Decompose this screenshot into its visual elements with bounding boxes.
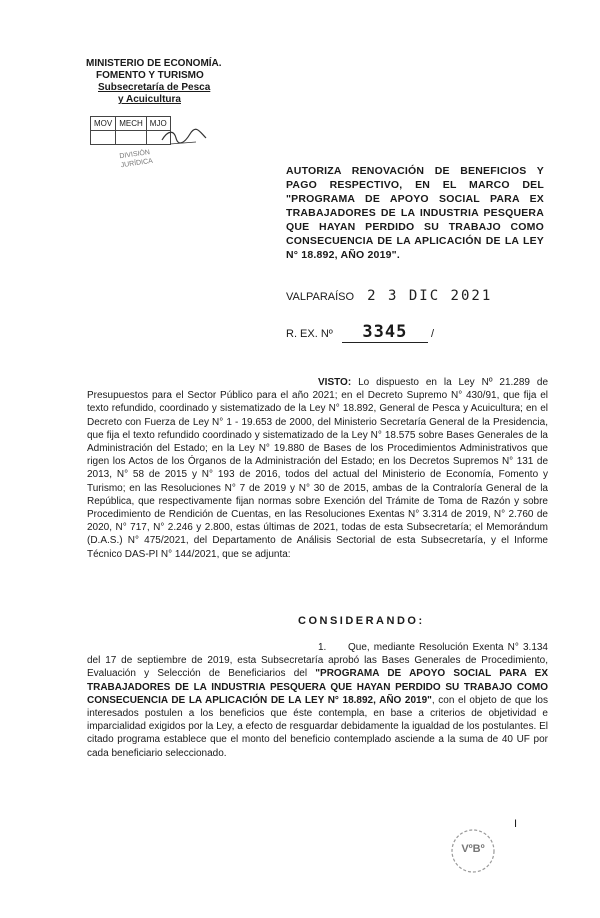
subsecretaria-name: Subsecretaría de Pesca — [98, 82, 211, 93]
stamp-col-mov: MOV — [91, 117, 116, 131]
visto-text: Lo dispuesto en la Ley Nº 21.289 de Presupuestos para el Sector Público para el año 2021; en el Decreto Supremo N° 430/91, que fija el texto refundido, coordinado y sistematizado de la Ley N° 18.892, General de Pesca y Acuicultura; en el Decreto con Fuerza de Ley N° 1 - 19.653 de 2000, del Ministerio Secretaría General de la Presidencia, que fija el texto refundido coordinado y sistematizado de la Ley N° 18.575 sobre Bases Generales de la Administración del Estado; en la Ley N° 19.880 de Bases de los Procedimientos Administrativos que rigen los Actos de los Órganos de la Administración del Estado; en los Decretos Supremos N° 131 de 2013, N° 58 de 2015 y N° 193 de 2016, todos del actual del Ministerio de Economía, Fomento y Turismo; en las Resoluciones N° 7 de 2019 y N° 30 de 2015, ambas de la Contraloría General de la República, que respectivamente fijan normas sobre Exención del Trámite de Toma de Razón y sobre Procedimiento de Rendición de Cuentas, en las Resoluciones Exentas N° 3.314 de 2019, N° 2.760 de 2020, N° 717, N° 2.246 y 2.800, estas últimas de 2021, todas de esta Subsecretaría; el Memorándum (D.A.S.) N° 475/2021, del Departamento de Análisis Sectorial de esta Subsecretaría, y el Informe Técnico DAS-PI N° 144/2021, que se adjunta: — [87, 377, 548, 560]
initials-signature-icon — [160, 126, 210, 148]
ministry-header — [86, 58, 222, 106]
ministry-name: MINISTERIO DE ECONOMÍA. — [86, 58, 222, 69]
item1-text-part2: , con el objeto de que los interesados postulen a los beneficios que éste contempla, en base a criterios de objetividad e imparcialidad exigidos por la Ley, a efecto de resguardar debidamente la igualdad de los postulantes. El citado programa establece que el monto del beneficio contemplado asciende a la suma de 40 UF por cada beneficiario seleccionado. — [87, 694, 548, 759]
ministry-subname: FOMENTO Y TURISMO — [96, 70, 204, 81]
approval-stamp-initials: VºBº — [461, 843, 485, 855]
visto-paragraph — [87, 376, 548, 561]
page-mark: I — [514, 818, 518, 830]
visto-lead: VISTO: — [318, 377, 352, 388]
place-label: VALPARAÍSO — [286, 291, 355, 303]
subsecretaria-subname: y Acuicultura — [118, 94, 181, 105]
item1-number: 1. — [318, 642, 327, 653]
resolution-label: R. EX. Nº — [286, 328, 333, 340]
document-title: AUTORIZA RENOVACIÓN DE BENEFICIOS Y PAGO RESPECTIVO, EN EL MARCO DEL "PROGRAMA DE APOYO SOCIAL PARA EX TRABAJADORES DE LA INDUSTRIA PESQUERA QUE HAYAN PERDIDO SU TRABAJO COMO CONSECUENCIA DE LA APLICACIÓN DE LA LEY N° 18.892, AÑO 2019". — [286, 165, 544, 261]
initials-table — [90, 116, 171, 145]
considerando-heading: CONSIDERANDO: — [298, 615, 425, 627]
item1-text-part1: Que, mediante Resolución Exenta N° 3.134 del 17 de septiembre de 2019, esta Subsecretaría aprobó las Bases Generales de Procedimiento, Evaluación y Selección de Beneficiarios del — [87, 642, 548, 680]
item1-program-name: "PROGRAMA DE APOYO SOCIAL PARA EX TRABAJADORES DE LA INDUSTRIA PESQUERA QUE HAYAN PERDIDO SU TRABAJO COMO CONSECUENCIA DE LA APLICACIÓN DE LA LEY N° 18.892, AÑO 2019" — [87, 668, 548, 706]
approval-stamp — [448, 826, 498, 876]
resolution-value: 3345 — [342, 322, 428, 343]
initials-stamp — [90, 116, 171, 170]
resolution-number: R. EX. Nº 3345 / — [286, 322, 434, 342]
stamp-col-mjo: MJO — [146, 117, 170, 131]
considerando-item-1 — [87, 641, 548, 760]
place-date — [286, 288, 492, 304]
date-stamp: 2 3 DIC 2021 — [367, 288, 493, 304]
stamp-col-mech: MECH — [116, 117, 147, 131]
division-stamp: DIVISIÓN JURÍDICA — [119, 149, 154, 170]
